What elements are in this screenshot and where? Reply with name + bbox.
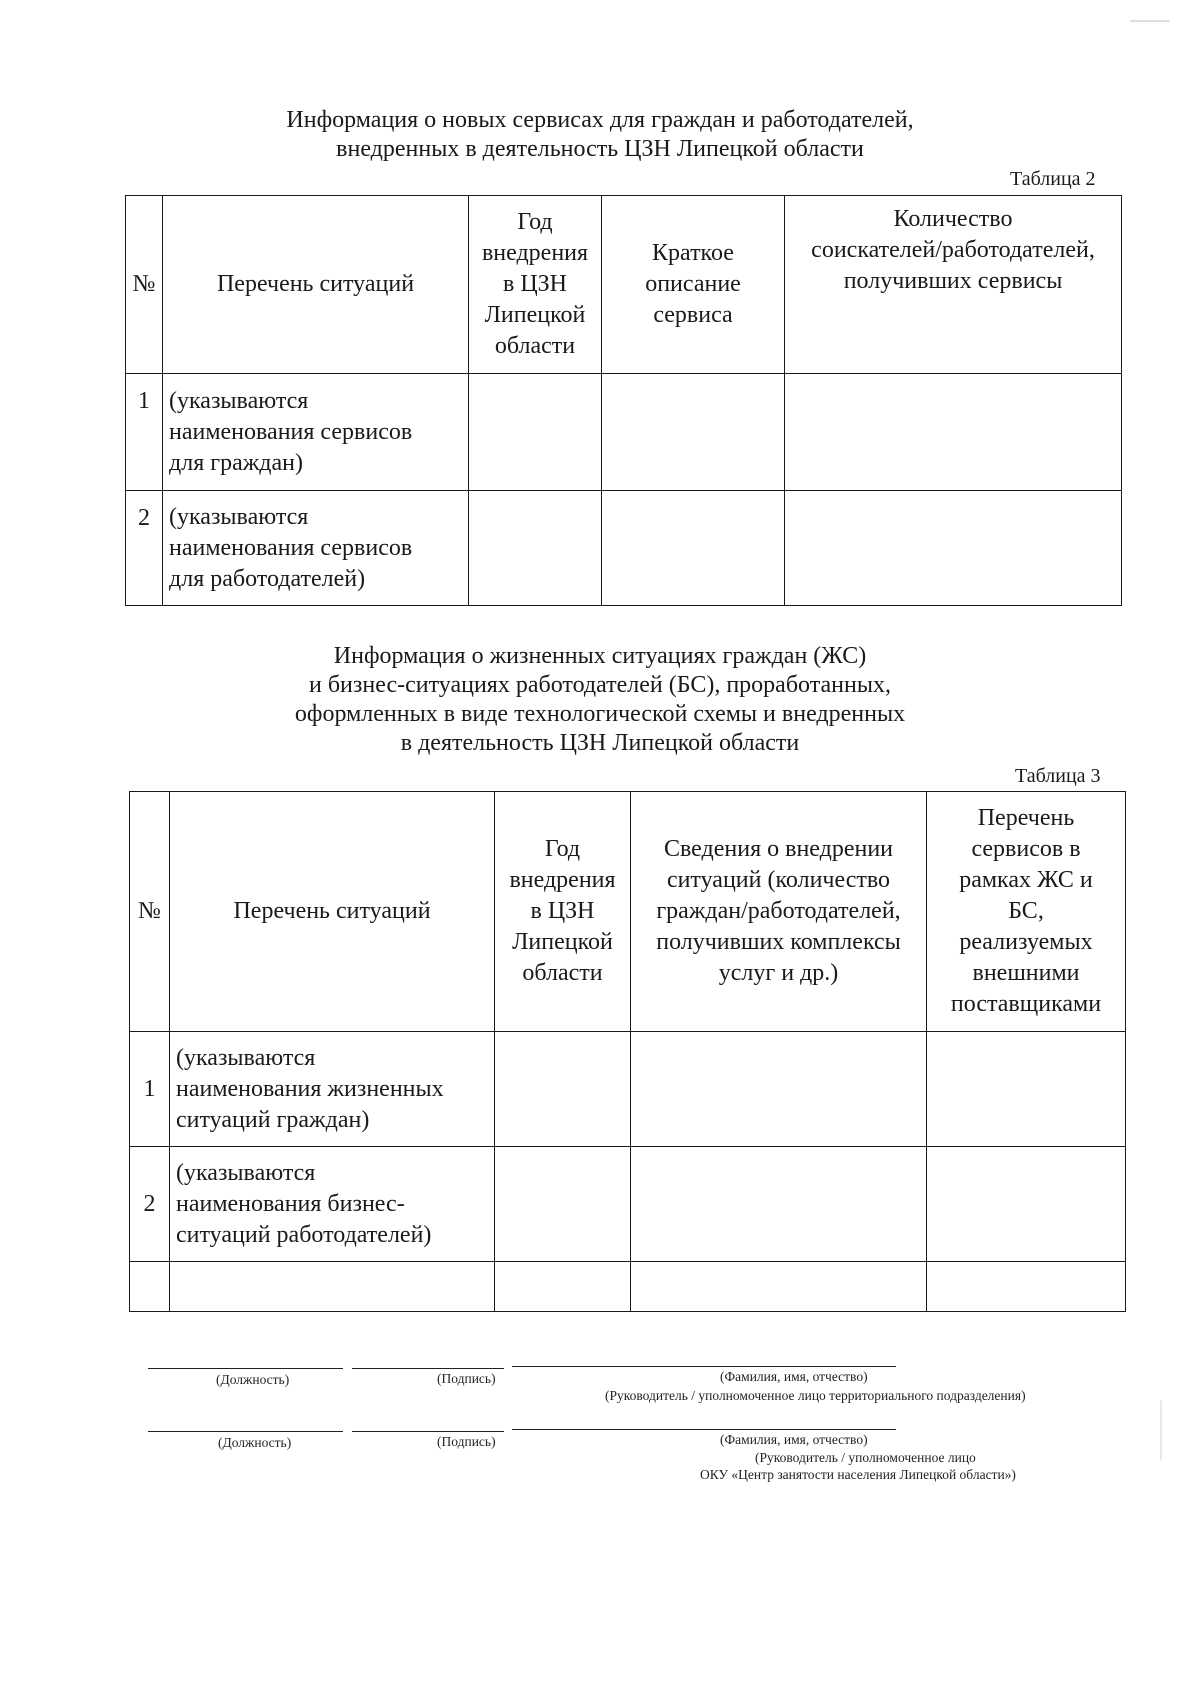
- name-caption: (Фамилия, имя, отчество): [720, 1432, 868, 1447]
- table3-header-row: [130, 792, 1126, 1032]
- table-row: [126, 491, 1122, 606]
- table3-header-info: [631, 792, 927, 1032]
- header-line: Год: [517, 209, 553, 235]
- table-row: [126, 374, 1122, 491]
- header-line: внедрения: [509, 867, 616, 893]
- table-row: [130, 1147, 1126, 1262]
- header-line: Сведения о внедрении: [663, 836, 894, 862]
- header-line: Год: [544, 836, 581, 862]
- signature-caption: (Подпись): [437, 1434, 496, 1449]
- signature-line: [512, 1366, 896, 1367]
- table2: [125, 195, 1122, 606]
- empty-cell: [927, 1262, 1126, 1312]
- header-line: услуг и др.): [718, 960, 839, 986]
- table2-header-list: Перечень ситуаций: [163, 196, 469, 374]
- row-number: 2: [126, 491, 163, 606]
- empty-cell: [785, 374, 1122, 491]
- empty-cell: [631, 1147, 927, 1262]
- empty-cell: [170, 1262, 495, 1312]
- empty-cell: [602, 491, 785, 606]
- table3-heading-line: оформленных в виде технологической схемы и внедренных: [294, 701, 906, 727]
- row-text-line: для работодателей): [169, 565, 366, 592]
- header-line: области: [494, 333, 576, 359]
- position-caption: (Должность): [218, 1435, 292, 1450]
- table3: [129, 791, 1126, 1312]
- header-line: сервиса: [653, 302, 733, 328]
- scan-artifact: [1160, 1400, 1162, 1460]
- row-text-line: для граждан): [169, 449, 304, 476]
- table2-label: Таблица 2: [1010, 168, 1096, 190]
- row-text-line: (указываются: [176, 1044, 316, 1071]
- role-caption: (Руководитель / уполномоченное лицо: [755, 1450, 976, 1465]
- empty-cell: [785, 491, 1122, 606]
- empty-cell: [130, 1262, 170, 1312]
- signature-caption: (Подпись): [437, 1371, 496, 1386]
- row-number: 2: [130, 1147, 170, 1262]
- position-caption: (Должность): [216, 1372, 290, 1387]
- table2-header-year: [469, 196, 602, 374]
- table-row: [130, 1032, 1126, 1147]
- row-description: [163, 374, 469, 491]
- empty-cell: [469, 374, 602, 491]
- row-text-line: (указываются: [176, 1159, 316, 1186]
- header-line: Липецкой: [512, 929, 613, 955]
- row-number: 1: [126, 374, 163, 491]
- header-line: в ЦЗН: [502, 271, 568, 297]
- table2-header-row: [126, 196, 1122, 374]
- header-line: граждан/работодателей,: [656, 898, 901, 924]
- signature-line: [352, 1431, 504, 1432]
- table3-header-year: [495, 792, 631, 1032]
- empty-cell: [495, 1032, 631, 1147]
- header-line: реализуемых: [959, 929, 1093, 955]
- table3-header-list: Перечень ситуаций: [170, 792, 495, 1032]
- empty-cell: [927, 1032, 1126, 1147]
- role-caption: (Руководитель / уполномоченное лицо территориального подразделения): [605, 1388, 1026, 1403]
- empty-cell: [631, 1032, 927, 1147]
- name-caption: (Фамилия, имя, отчество): [720, 1369, 868, 1384]
- header-line: ситуаций (количество: [666, 867, 891, 893]
- row-text-line: наименования жизненных: [176, 1075, 444, 1102]
- table2-header-count: [785, 196, 1122, 374]
- empty-cell: [602, 374, 785, 491]
- header-line: Краткое: [652, 240, 734, 266]
- table2-heading-line: внедренных в деятельность ЦЗН Липецкой области: [336, 136, 864, 162]
- row-text-line: наименования сервисов: [169, 418, 413, 445]
- empty-cell: [495, 1147, 631, 1262]
- table2-header-num: №: [126, 196, 163, 374]
- header-line: внешними: [972, 960, 1080, 986]
- table3-label: Таблица 3: [1015, 765, 1101, 787]
- header-line: поставщиками: [950, 991, 1102, 1017]
- header-line: Количество: [893, 206, 1013, 232]
- table3-heading-line: и бизнес-ситуациях работодателей (БС), проработанных,: [309, 672, 891, 698]
- header-line: соискателей/работодателей,: [811, 237, 1095, 263]
- row-text-line: (указываются: [169, 503, 309, 530]
- signature-line: [512, 1429, 896, 1430]
- table3-heading: [0, 642, 1200, 758]
- signature-line: [148, 1431, 343, 1432]
- row-text-line: ситуаций работодателей): [176, 1221, 432, 1248]
- scan-artifact: [1130, 20, 1170, 22]
- header-line: Липецкой: [484, 302, 586, 328]
- table-row-empty: [130, 1262, 1126, 1312]
- header-line: получивших комплексы: [656, 929, 901, 955]
- header-line: Перечень: [977, 805, 1075, 831]
- empty-cell: [631, 1262, 927, 1312]
- table3-header-num: №: [130, 792, 170, 1032]
- table2-heading: [0, 106, 1200, 164]
- row-description: [163, 491, 469, 606]
- table2-heading-line: Информация о новых сервисах для граждан и работодателей,: [286, 107, 914, 133]
- header-line: БС,: [1008, 898, 1044, 924]
- row-text-line: наименования бизнес-: [176, 1190, 405, 1217]
- header-line: в ЦЗН: [530, 898, 595, 924]
- header-line: рамках ЖС и: [959, 867, 1093, 893]
- header-line: области: [522, 960, 603, 986]
- table2-header-desc: [602, 196, 785, 374]
- table3-heading-line: Информация о жизненных ситуациях граждан (ЖС): [333, 643, 867, 669]
- table3-header-services: [927, 792, 1126, 1032]
- role-caption: ОКУ «Центр занятости населения Липецкой области»): [700, 1467, 1016, 1482]
- header-line: внедрения: [481, 240, 589, 266]
- signature-line: [352, 1368, 504, 1369]
- row-text-line: наименования сервисов: [169, 534, 413, 561]
- row-text-line: ситуаций граждан): [176, 1106, 370, 1133]
- row-text-line: (указываются: [169, 387, 309, 414]
- table3-heading-line: в деятельность ЦЗН Липецкой области: [400, 730, 800, 756]
- header-line: сервисов в: [971, 836, 1081, 862]
- row-description: [170, 1147, 495, 1262]
- empty-cell: [495, 1262, 631, 1312]
- row-number: 1: [130, 1032, 170, 1147]
- row-description: [170, 1032, 495, 1147]
- header-line: получивших сервисы: [843, 268, 1063, 294]
- empty-cell: [469, 491, 602, 606]
- empty-cell: [927, 1147, 1126, 1262]
- header-line: описание: [645, 271, 741, 297]
- signature-line: [148, 1368, 343, 1369]
